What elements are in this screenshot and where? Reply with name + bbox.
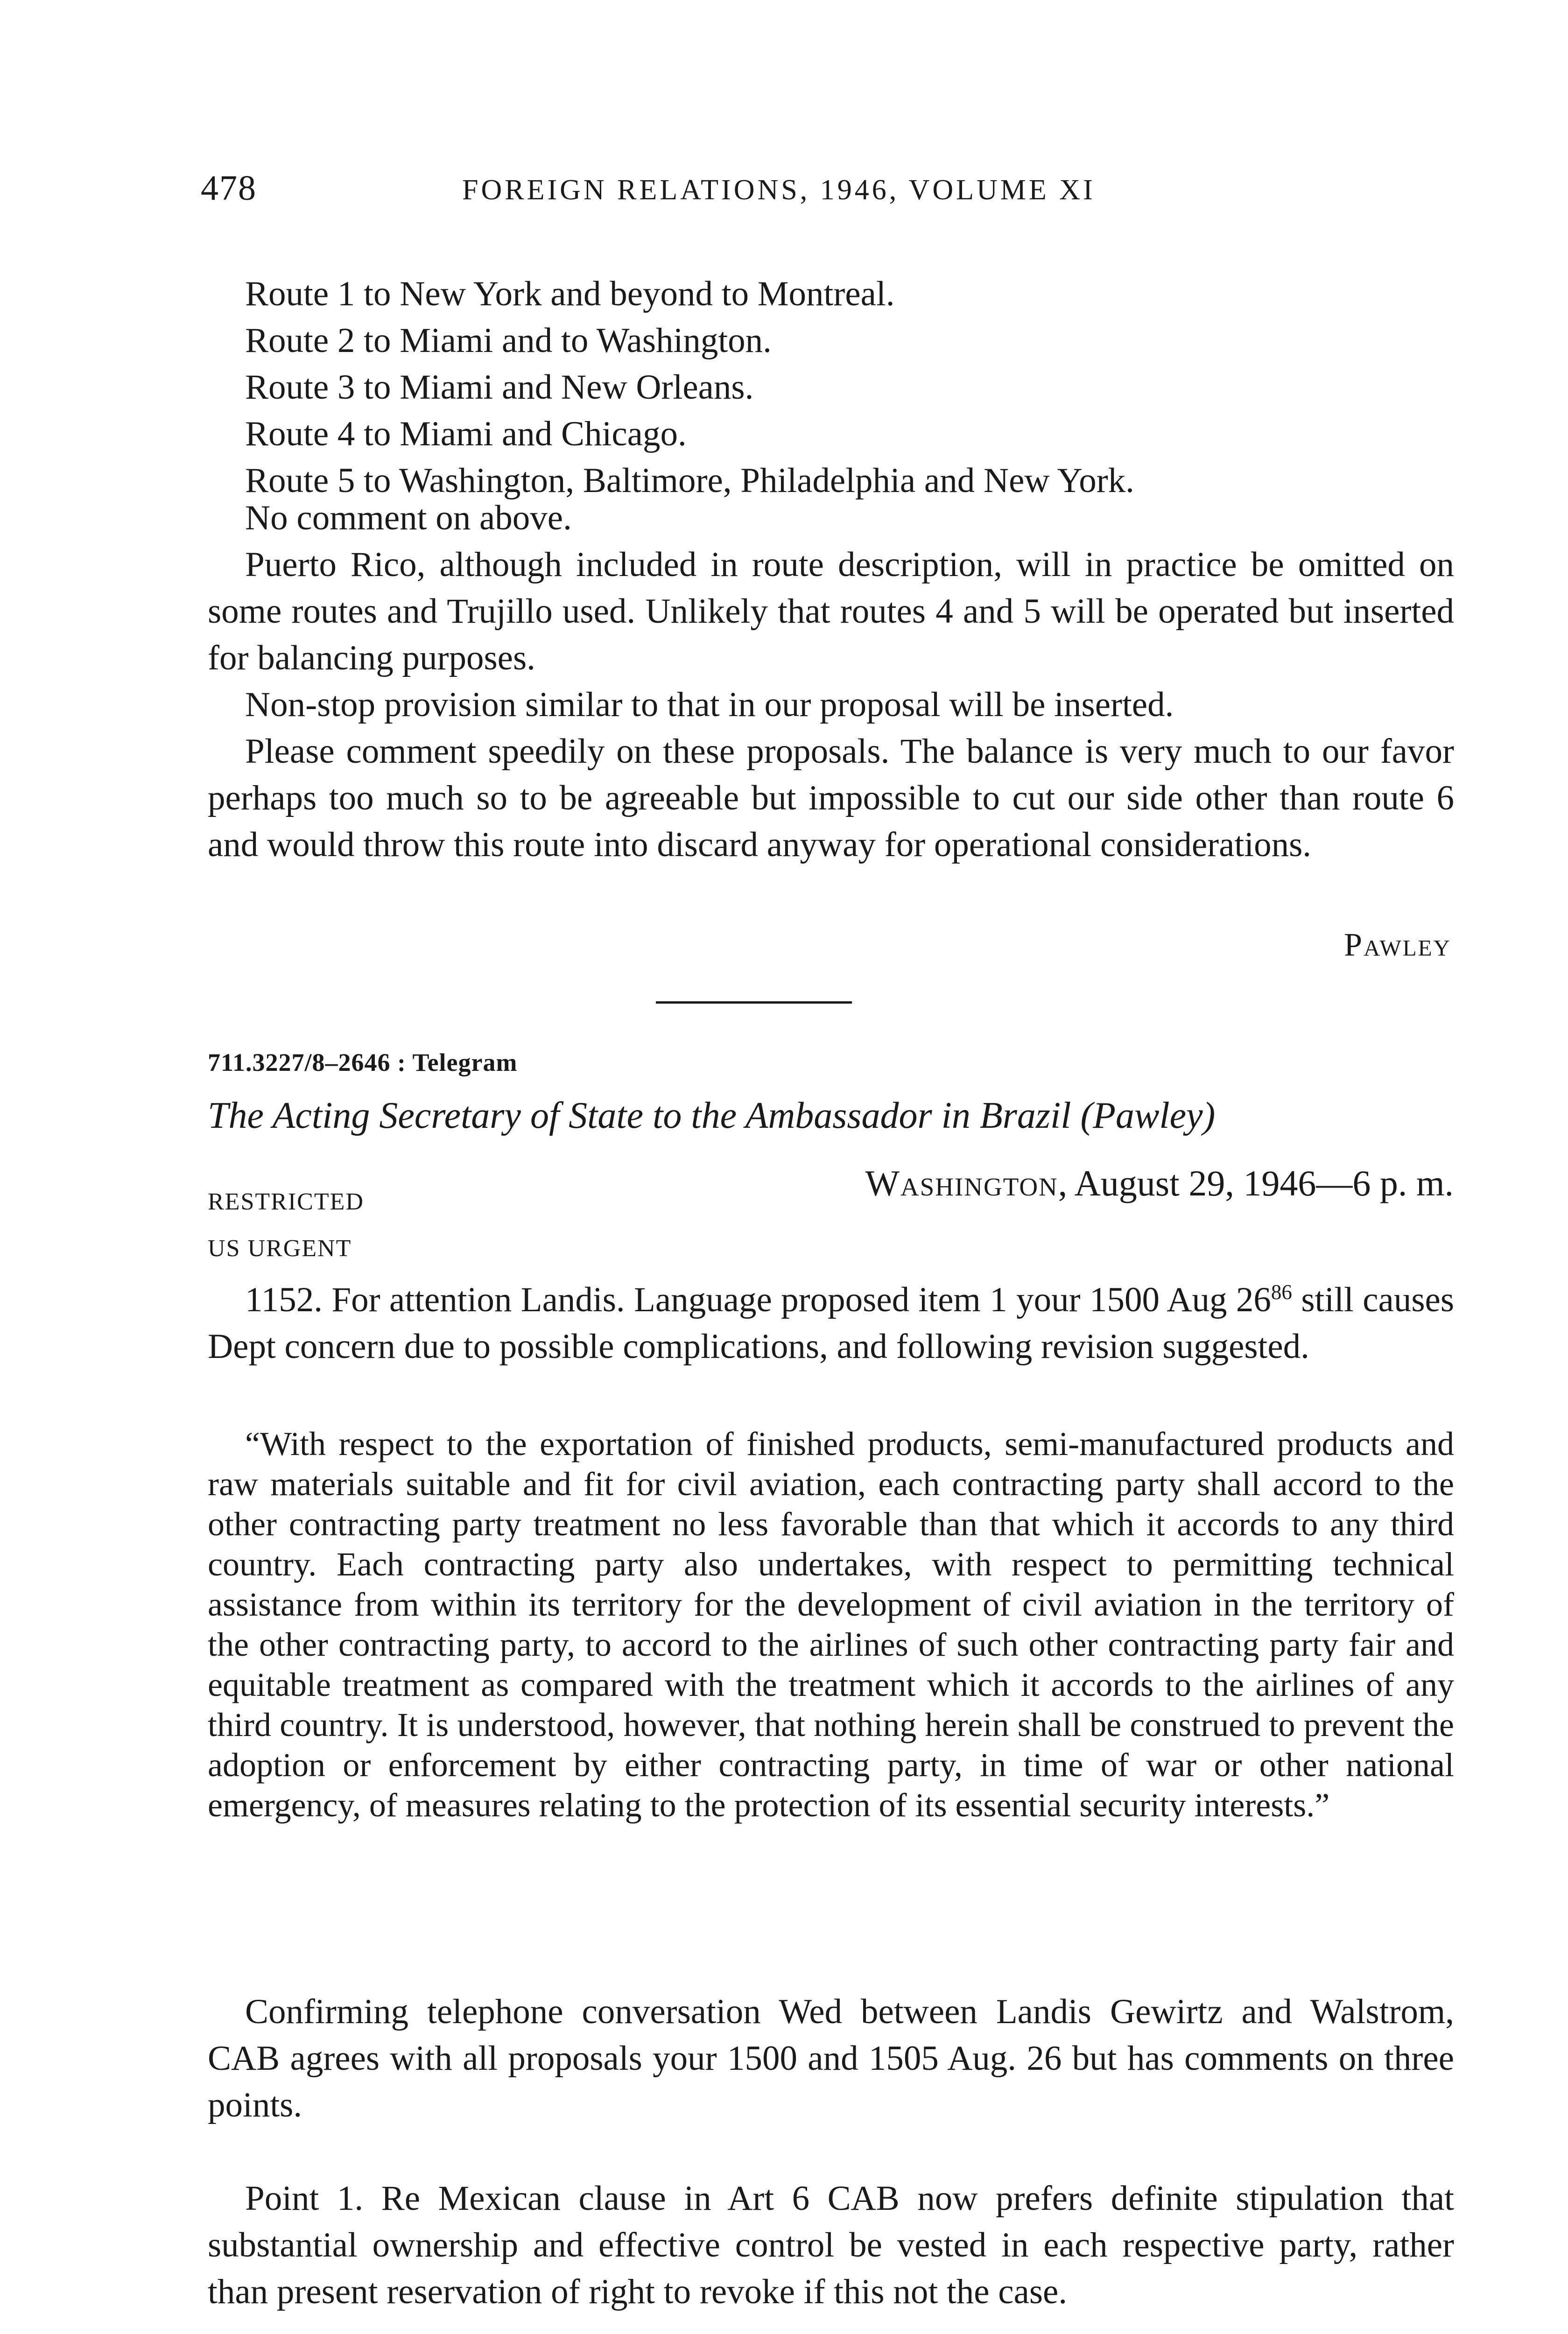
- document-title: The Acting Secretary of State to the Ambassador in Brazil (Pawley): [208, 1095, 1216, 1136]
- paragraph: [208, 1277, 1454, 1370]
- dateline-date: , August 29, 1946—6 p. m.: [1058, 1163, 1454, 1203]
- message-text: still causes Dept concern due to possible complications, and following revision suggested.: [208, 1280, 1455, 1366]
- paragraph: Non-stop provision similar to that in our proposal will be inserted.: [245, 685, 1174, 724]
- classification-marks: [208, 1179, 364, 1272]
- route-item: Route 1 to New York and beyond to Montreal.: [245, 274, 895, 313]
- quoted-revision: [208, 1424, 1454, 1825]
- paragraph: Please comment speedily on these proposals. The balance is very much to our favor perhaps too much so to be agreeable but impossible to cut our side other than route 6 and would throw this route into discard anyway for operational considerations.: [208, 732, 1454, 864]
- classification-urgent: US URGENT: [208, 1235, 352, 1262]
- message-opening: [208, 1277, 1454, 1370]
- running-head: [201, 168, 1452, 215]
- paragraph: Puerto Rico, although included in route description, will in practice be omitted on some routes and Trujillo used. Unlikely that routes 4 and 5 will be operated but inserted for balancing purposes.: [208, 545, 1454, 677]
- paragraph: Point 1. Re Mexican clause in Art 6 CAB now prefers definite stipulation that substantial ownership and effective control be vested in each respective party, rather than present reservation of right to revoke if this not the case.: [208, 2179, 1454, 2311]
- route-item: Route 3 to Miami and New Orleans.: [245, 368, 754, 407]
- footnote-marker: 86: [1271, 1280, 1292, 1304]
- page-number: 478: [201, 169, 257, 208]
- route-item: Route 4 to Miami and Chicago.: [245, 415, 687, 453]
- dateline: [865, 1162, 1454, 1204]
- paragraph: No comment on above.: [245, 499, 572, 537]
- section-divider: [656, 1001, 852, 1004]
- route-item: Route 2 to Miami and to Washington.: [245, 321, 772, 360]
- file-reference: 711.3227/8–2646 : Telegram: [208, 1048, 518, 1076]
- telegram-body-continued: [208, 495, 1454, 868]
- classification-restricted: RESTRICTED: [208, 1188, 364, 1215]
- dateline-place: Washington: [865, 1163, 1058, 1203]
- point-paragraph: [208, 2175, 1454, 2315]
- closing-paragraph: [208, 1989, 1454, 2129]
- route-list: [245, 271, 1454, 504]
- message-text: 1152. For attention Landis. Language proposed item 1 your 1500 Aug 26: [245, 1280, 1271, 1319]
- quoted-paragraph: “With respect to the exportation of finished products, semi-manufactured products and raw materials suitable and fit for civil aviation, each contracting party shall accord to the other contracting party treatment no less favorable than that which it accords to any third country. Each contracting party also undertakes, with respect to permitting technical assistance from within its territory for the development of civil aviation in the territory of the other contracting party, to accord to the airlines of such other contracting party fair and equitable treatment as compared with the treatment which it accords to the airlines of any third country. It is understood, however, that nothing herein shall be construed to prevent the adoption or enforcement by either contracting party, in time of war or other national emergency, of measures relating to the protection of its essential security interests.”: [208, 1425, 1454, 1824]
- signature: Pawley: [1344, 927, 1451, 963]
- route-item: Route 5 to Washington, Baltimore, Philadelphia and New York.: [245, 461, 1134, 500]
- paragraph: Confirming telephone conversation Wed between Landis Gewirtz and Walstrom, CAB agrees with all proposals your 1500 and 1505 Aug. 26 but has comments on three points.: [208, 1992, 1454, 2124]
- running-title: FOREIGN RELATIONS, 1946, VOLUME XI: [462, 174, 1096, 206]
